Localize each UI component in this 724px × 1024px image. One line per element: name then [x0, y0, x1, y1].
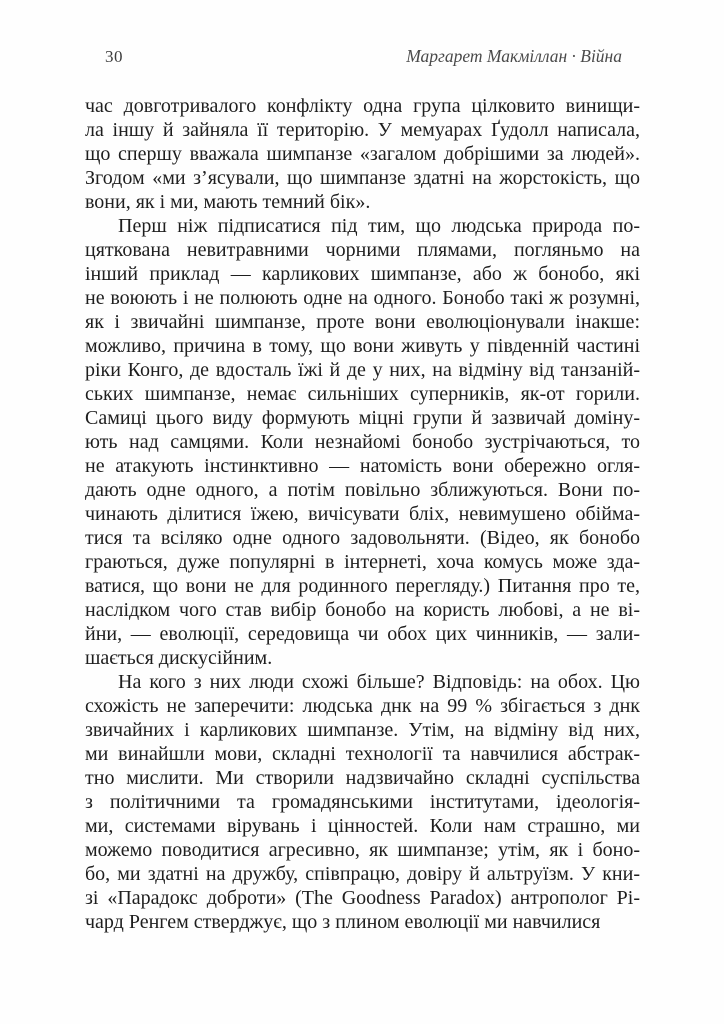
text-line: схожість не заперечити: людська днк на 99 % збігається з днк — [85, 695, 640, 717]
text-line: вони, як і ми, мають темний бік». — [85, 191, 371, 213]
running-header-title: Маргарет Макміллан · Війна — [406, 46, 622, 66]
page-number: 30 — [105, 47, 123, 66]
text-line: не воюють і не полюють одне на одного. Бонобо такі ж розумні, — [85, 287, 640, 309]
paragraph — [85, 214, 640, 670]
text-line: ми винайшли мови, складні технології та навчилися абстрак- — [85, 743, 640, 765]
text-line: чард Ренгем стверджує, що з плином еволюції ми навчилися — [85, 911, 601, 933]
text-line: чинають ділитися їжею, вичісувати бліх, невимушено обійма- — [85, 503, 640, 525]
text-line: можемо поводитися агресивно, як шимпанзе; утім, як і боно- — [85, 839, 640, 861]
text-line: шається дискусійним. — [85, 647, 273, 669]
text-line: ських шимпанзе, немає сильніших суперників, як-от горили. — [85, 383, 640, 405]
text-line: зі «Парадокс доброти» (The Goodness Paradox) антрополог Рі- — [85, 887, 640, 909]
text-line: цяткована невитравними чорними плямами, погляньмо на — [85, 239, 640, 261]
text-line: звичайних і карликових шимпанзе. Утім, на відміну від них, — [85, 719, 640, 741]
text-line: ють над самцями. Коли незнайомі бонобо зустрічаються, то — [85, 431, 640, 453]
text-line: йни, — еволюції, середовища чи обох цих чинників, — зали- — [85, 623, 640, 645]
page-header — [85, 46, 640, 67]
text-line: тися та всіляко одне одного задовольняти. (Відео, як бонобо — [85, 527, 640, 549]
text-line: ми, системами вірувань і цінностей. Коли нам страшно, ми — [85, 815, 640, 837]
paragraph — [85, 94, 640, 214]
text-line: інший приклад — карликових шимпанзе, або ж бонобо, які — [85, 263, 640, 285]
text-line: На кого з них люди схожі більше? Відповідь: на обох. Цю — [118, 671, 640, 693]
text-line: Самиці цього виду формують міцні групи й зазвичай доміну- — [85, 407, 640, 429]
text-line: ватися, що вони не для родинного перегляду.) Питання про те, — [85, 575, 640, 597]
text-line: що спершу вважала шимпанзе «загалом добрішими за людей». — [85, 143, 640, 165]
text-line: дають одне одного, а потім повільно зближуються. Вони по- — [85, 479, 640, 501]
text-line: наслідком чого став вибір бонобо на користь любові, а не ві- — [85, 599, 640, 621]
text-line: час довготривалого конфлікту одна група цілковито винищи- — [85, 95, 640, 117]
text-line: Згодом «ми з’ясували, що шимпанзе здатні на жорстокість, що — [85, 167, 640, 189]
text-line: тно мислити. Ми створили надзвичайно складні суспільства — [85, 767, 640, 789]
text-line: як і звичайні шимпанзе, проте вони еволюціонували інакше: — [85, 311, 640, 333]
page-text — [85, 94, 640, 934]
text-line: бо, ми здатні на дружбу, співпрацю, довіру й альтруїзм. У кни- — [85, 863, 640, 885]
text-line: граються, дуже популярні в інтернеті, хоча комусь може зда- — [85, 551, 640, 573]
text-line: не атакують інстинктивно — натомість вони обережно огля- — [85, 455, 640, 477]
text-line: Перш ніж підписатися під тим, що людська природа по- — [118, 215, 640, 237]
text-line: можливо, причина в тому, що вони живуть у південній частині — [85, 335, 640, 357]
text-line: ріки Конго, де вдосталь їжі й де у них, на відміну від танзаній- — [85, 359, 640, 381]
text-line: ла іншу й зайняла її територію. У мемуарах Ґудолл написала, — [85, 119, 640, 141]
paragraph — [85, 670, 640, 934]
text-line: з політичними та громадянськими інститутами, ідеологія- — [85, 791, 640, 813]
